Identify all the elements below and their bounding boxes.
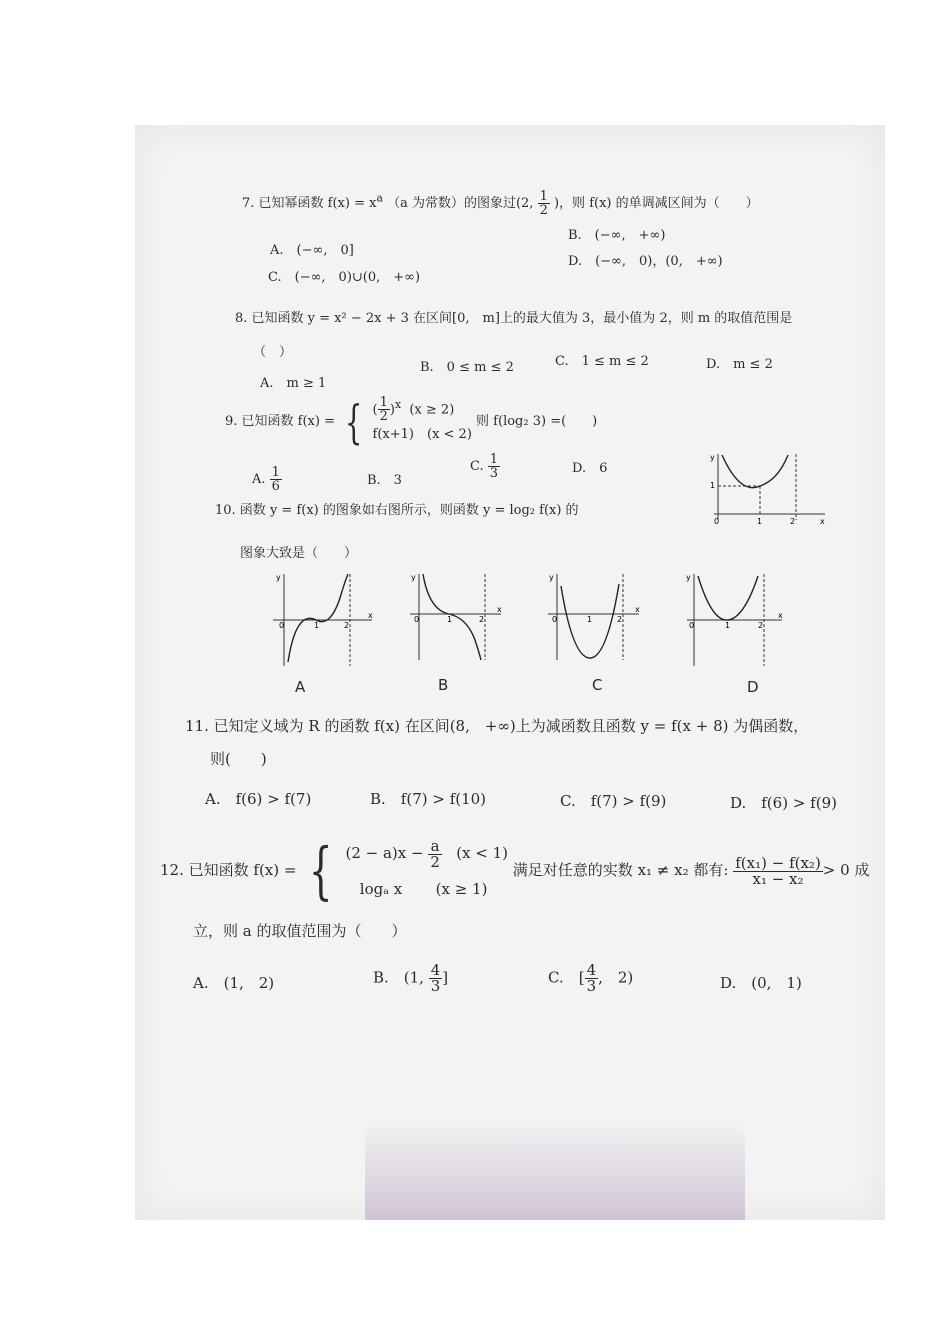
q12-opt-c-frac [585, 963, 599, 994]
q12-case1-expr: (2 − a)x − [345, 844, 424, 862]
graph-c-tick-1: 1 [587, 615, 593, 624]
graph-a-tick-1: 1 [314, 621, 320, 630]
q10-graph-a [268, 570, 378, 670]
q8-option-b: B. 0 ≤ m ≤ 2 [420, 360, 514, 375]
q9-option-c [470, 453, 500, 480]
q12-prefix: 12. 已知函数 f(x) = [160, 861, 297, 879]
q9-suffix: 则 f(log₂ 3) =( ) [476, 414, 598, 430]
graph-d-tick-1: 1 [725, 621, 731, 630]
q12-case1-num: a [428, 839, 442, 855]
graph-a-curve [288, 574, 348, 662]
q8-paren: （ ） [253, 345, 293, 360]
q10-label-c: C [592, 676, 603, 694]
q12-opt-b-frac [429, 963, 443, 994]
q9-case1-den: 2 [379, 409, 388, 425]
q7-stem-suffix: )，则 f(x) 的单调减区间为（ ） [553, 196, 759, 211]
q8-option-d: D. m ≤ 2 [706, 357, 773, 372]
q12-stem [160, 835, 869, 907]
q9-case-2: f(x+1) (x < 2) [372, 427, 472, 443]
q7-fraction [538, 190, 550, 217]
q9-option-a-label: A. [252, 472, 266, 487]
q7-stem-prefix: 7. 已知幂函数 f(x) = x [242, 196, 377, 211]
q12-opt-c-num: 4 [586, 961, 597, 979]
q10-graph-d [682, 570, 787, 670]
q10-label-b: B [438, 676, 449, 694]
ref-curve [722, 455, 788, 488]
graph-d-tick-0: 0 [689, 621, 695, 630]
ref-tick-0: 0 [714, 517, 720, 525]
graph-c-y-label: y [549, 573, 554, 582]
q12-case2-cond: (x ≥ 1) [435, 880, 488, 898]
q9-option-c-label: C. [470, 459, 484, 474]
q11-stem: 11. 已知定义域为 R 的函数 f(x) 在区间(8, +∞)上为减函数且函数 y = f(x + 8) 为偶函数， [185, 717, 809, 735]
graph-d-curve [698, 576, 758, 620]
q12-case-2 [345, 871, 508, 907]
graph-b-tick-2: 2 [479, 615, 485, 624]
graph-d-x-label: x [778, 611, 783, 620]
q7-exponent: a [376, 191, 383, 205]
q8-option-a: A. m ≥ 1 [260, 376, 327, 391]
q12-opt-b-den: 3 [430, 977, 441, 995]
ref-tick-2: 2 [790, 517, 796, 525]
graph-b-tick-0: 0 [414, 615, 420, 624]
exam-paper [135, 125, 885, 1220]
ref-y-tick-1: 1 [710, 481, 716, 490]
q12-opt-c-den: 3 [586, 977, 597, 995]
q9-case1-exp: x [394, 398, 402, 411]
q12-brace: { [309, 834, 333, 907]
q12-stem-2: 立，则 a 的取值范围为（ ） [193, 922, 407, 940]
q7-option-c: C. (−∞, 0)∪(0, +∞) [268, 270, 421, 285]
q11-option-b: B. f(7) > f(10) [370, 790, 487, 808]
q12-ineq-num: f(x₁) − f(x₂) [735, 853, 821, 872]
q9-case1-num: 1 [379, 395, 388, 411]
q9-option-a [252, 466, 282, 493]
q12-option-b [373, 963, 448, 994]
q12-ineq-den: x₁ − x₂ [752, 869, 804, 888]
q9-option-b: B. 3 [367, 473, 402, 488]
q7-stem [242, 190, 759, 217]
graph-d-tick-2: 2 [758, 621, 764, 630]
q7-option-b: B. (−∞, +∞) [568, 228, 666, 243]
q10-label-d: D [747, 678, 759, 696]
ref-tick-1: 1 [757, 517, 763, 525]
q12-case1-den: 2 [430, 852, 440, 871]
q12-cases [345, 835, 508, 907]
q12-ineq-tail: > 0 成 [822, 861, 870, 879]
graph-a-x-label: x [368, 611, 373, 620]
q9-opt-c-num: 1 [489, 452, 499, 467]
q7-stem-mid: （a 为常数）的图象过(2, [387, 196, 534, 211]
q7-option-d: D. (−∞, 0)，(0, +∞) [568, 254, 723, 269]
q7-frac-den: 2 [539, 203, 548, 218]
q12-option-d: D. (0, 1) [720, 974, 802, 992]
q11-stem-2: 则( ) [210, 750, 267, 768]
scan-smudge [365, 1120, 745, 1220]
q11-option-d: D. f(6) > f(9) [730, 794, 837, 812]
graph-b-x-label: x [497, 605, 502, 614]
graph-d-y-label: y [686, 573, 691, 582]
q12-ineq-frac [733, 853, 823, 888]
q8-stem: 8. 已知函数 y = x² − 2x + 3 在区间[0, m]上的最大值为 3，最小值为 2，则 m 的取值范围是 [235, 311, 793, 326]
q9-option-c-frac [488, 453, 500, 480]
q10-reference-graph [700, 450, 830, 525]
graph-b-tick-1: 1 [447, 615, 453, 624]
q9-opt-a-den: 6 [271, 479, 280, 494]
graph-c-tick-2: 2 [617, 615, 623, 624]
ref-x-label: x [820, 517, 825, 525]
graph-c-tick-0: 0 [552, 615, 558, 624]
q9-case1-frac [378, 396, 390, 423]
q12-mid: 满足对任意的实数 x₁ ≠ x₂ 都有: [512, 861, 729, 879]
q7-option-a: A. (−∞, 0] [270, 243, 354, 258]
q7-frac-num: 1 [539, 189, 548, 204]
q12-option-a: A. (1, 2) [193, 974, 275, 992]
q10-stem-2: 图象大致是（ ） [240, 546, 358, 561]
q8-option-c: C. 1 ≤ m ≤ 2 [555, 354, 649, 369]
q9-prefix: 9. 已知函数 f(x) = [225, 414, 335, 430]
q12-case2-expr: logₐ x [359, 880, 403, 898]
q9-option-d: D. 6 [572, 461, 608, 476]
q9-cases [373, 395, 472, 448]
q9-stem [225, 395, 597, 448]
q12-opt-c-pre: C. [ [548, 968, 585, 987]
graph-a-tick-0: 0 [279, 621, 285, 630]
q12-opt-c-post: , 2) [598, 968, 634, 987]
q10-graph-c [543, 570, 643, 665]
q10-graph-b [405, 570, 505, 665]
q11-option-a: A. f(6) > f(7) [205, 790, 312, 808]
q11-option-c: C. f(7) > f(9) [560, 792, 667, 810]
q9-brace: { [344, 394, 363, 449]
q9-opt-c-den: 3 [489, 466, 499, 481]
q10-stem: 10. 函数 y = f(x) 的图象如右图所示，则函数 y = log₂ f(x) 的 [215, 503, 579, 518]
q9-opt-a-num: 1 [271, 465, 280, 480]
q10-label-a: A [295, 678, 306, 696]
graph-b-y-label: y [411, 573, 416, 582]
q9-option-a-frac [270, 466, 282, 493]
ref-y-label: y [710, 453, 715, 462]
q12-case-1 [345, 835, 508, 871]
graph-a-y-label: y [276, 573, 281, 582]
q12-opt-b-post: ] [442, 968, 449, 987]
q9-case1-cond: (x ≥ 2) [409, 402, 455, 418]
q12-case1-cond: (x < 1) [456, 844, 509, 862]
q9-case-1: ( $\frac{1}{2}$ )$^x$ (x ≥ 2) [372, 395, 455, 425]
q12-opt-b-num: 4 [430, 961, 441, 979]
q12-case1-frac [428, 836, 442, 871]
q12-opt-b-pre: B. (1, [373, 968, 424, 987]
graph-a-tick-2: 2 [344, 621, 350, 630]
graph-c-x-label: x [635, 605, 640, 614]
q12-option-c [548, 963, 633, 994]
